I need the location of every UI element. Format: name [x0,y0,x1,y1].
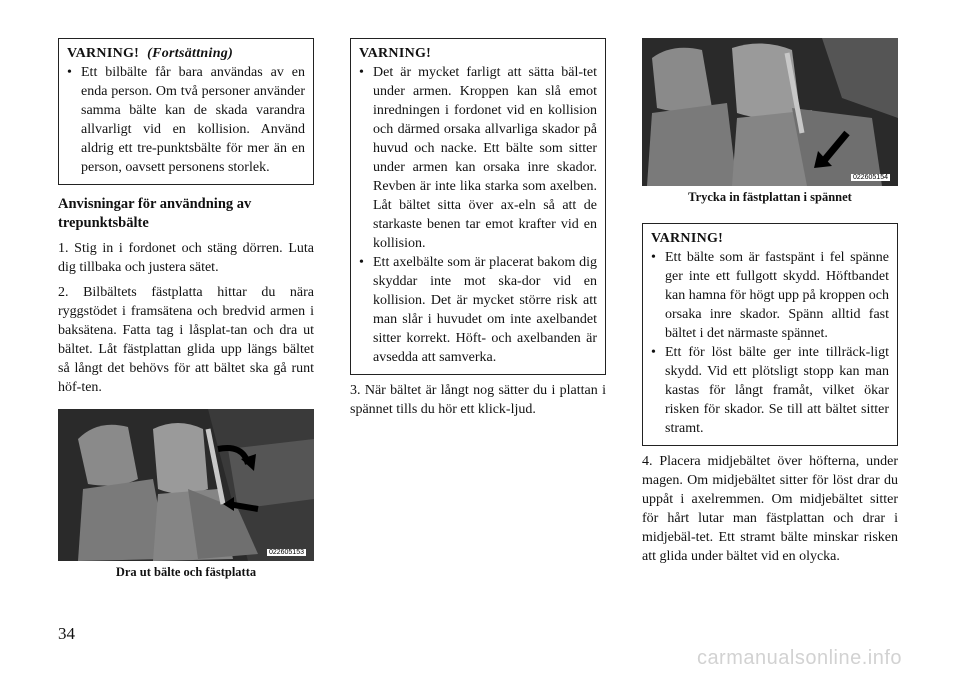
column-middle [350,38,606,425]
column-right [642,38,898,572]
warning-item: • Ett för löst bälte ger inte tillräck-ligt skydd. Vid ett plötsligt stopp kan man kastas för långt framåt, vilket ökar risken för skador. Se till att bältet sitter stramt. [651,343,889,438]
warning-item: • Ett bilbälte får bara användas av en enda person. Om två personer använder samma bälte kan de skada varandra allvarligt vid en kollision. Använd aldrig ett tre-punktsbälte för mer än en person, oavsett personens storlek. [67,63,305,177]
step-1-text: 1. Stig in i fordonet och stäng dörren. Luta dig tillbaka och justera sätet. [58,241,314,275]
warning-item: • Ett bälte som är fastspänt i fel spänne ger inte ett fullgott skydd. Höftbandet kan hamna för högt upp på kroppen och orsaka inre skador. Spänn alltid fast bältet i det närmaste spännet. [651,248,889,343]
page-number: 34 [58,624,75,643]
figure-caption: Trycka in fästplattan i spännet [688,190,852,204]
warning-item: • Det är mycket farligt att sätta bäl-tet under armen. Kroppen kan slå emot inredningen i fordonet vid en kollision och därmed orsaka allvarliga skador på huvud och nacke. Ett bälte som sitter under armen kan orsaka inre skador. Revben är inte lika starka som axelben. Låt bältet sitta över ax-eln så att de starkaste benen tar emot krafter vid en kollision. [359,63,597,253]
warning-title [67,45,305,63]
figure-caption: Dra ut bälte och fästplatta [115,565,257,579]
warning-list [359,63,597,367]
step-3-text: 3. När bältet är långt nog sätter du i plattan i spännet tills du hör ett klick-ljud. [350,383,606,417]
warning-label: VARNING! [67,46,140,61]
warning-item: • Ett axelbälte som är placerat bakom dig skyddar inte mot ska-dor vid en kollision. Det är mycket större risk att man slår i huvudet om inte axelbandet sitter korrekt. Höft- och axelbanden är avsedda att samverka. [359,253,597,367]
warning-list [651,248,889,438]
warning-box [642,223,898,446]
figure-code: 022605153 [268,549,304,556]
figure-code: 022605154 [852,174,888,181]
figure-buckle-insert [642,38,898,186]
warning-list [67,63,305,177]
column-left [58,38,314,580]
warning-title: VARNING! [651,231,724,246]
warning-box-continued [58,38,314,185]
warning-title: VARNING! [359,46,432,61]
section-heading: Anvisningar för användning av trepunktsbälte [58,196,252,231]
warning-continued-label: (Fortsättning) [147,46,234,61]
figure-seatbelt-pull [58,409,314,561]
car-seat-illustration [58,409,314,561]
warning-box [350,38,606,375]
step-2-text: 2. Bilbältets fästplatta hittar du nära ryggstödet i framsätena och bredvid armen i baksätena. Fatta tag i låsplat-tan och dra ut bältet. Låt fästplattan glida upp längs bältet så långt det behövs för att bältet ska gå runt höf-ten. [58,285,314,395]
watermark: carmanualsonline.info [696,647,902,669]
step-4-text: 4. Placera midjebältet över höfterna, under magen. Om midjebältet sitter för löst drar du uppåt i axelremmen. Om midjebältet sitter för hårt lutar man fästplattan och drar i midjebäl-tet. Ett stramt bälte minskar risken att glida under bältet vid en olycka. [642,454,898,564]
car-seat-buckle-illustration [642,38,898,186]
